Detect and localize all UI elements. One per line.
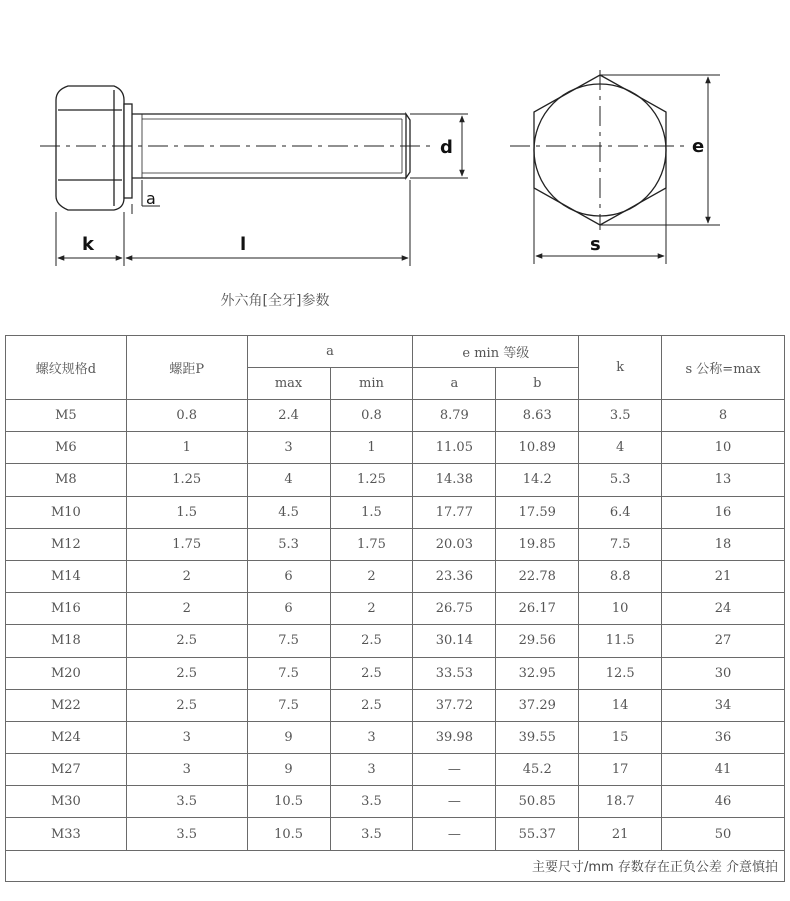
table-cell: — bbox=[413, 754, 496, 786]
table-cell: M33 bbox=[6, 818, 127, 850]
table-cell: 34 bbox=[662, 689, 785, 721]
table-cell: M8 bbox=[6, 464, 127, 496]
bolt-side-view bbox=[56, 86, 410, 210]
table-cell: 4 bbox=[247, 464, 330, 496]
header-a-group: a bbox=[247, 336, 413, 368]
table-cell: 3.5 bbox=[126, 786, 247, 818]
table-row bbox=[6, 818, 785, 850]
table-cell: M27 bbox=[6, 754, 127, 786]
table-cell: 30 bbox=[662, 657, 785, 689]
table-cell: 1.5 bbox=[330, 496, 413, 528]
table-cell: 2 bbox=[126, 560, 247, 592]
table-cell: M20 bbox=[6, 657, 127, 689]
table-cell: M14 bbox=[6, 560, 127, 592]
dimension-label-a: a bbox=[146, 189, 156, 208]
table-cell: 21 bbox=[579, 818, 662, 850]
table-cell: 39.98 bbox=[413, 721, 496, 753]
table-row bbox=[6, 721, 785, 753]
table-row bbox=[6, 754, 785, 786]
table-cell: M30 bbox=[6, 786, 127, 818]
table-cell: — bbox=[413, 786, 496, 818]
table-cell: 1.75 bbox=[330, 528, 413, 560]
table-cell: 14.2 bbox=[496, 464, 579, 496]
table-cell: 4 bbox=[579, 432, 662, 464]
table-cell: 14.38 bbox=[413, 464, 496, 496]
header-s: s 公称=max bbox=[662, 336, 785, 400]
table-cell: 8.8 bbox=[579, 560, 662, 592]
table-cell: 17.59 bbox=[496, 496, 579, 528]
table-row bbox=[6, 657, 785, 689]
table-cell: 8 bbox=[662, 400, 785, 432]
table-cell: M5 bbox=[6, 400, 127, 432]
table-row bbox=[6, 689, 785, 721]
table-cell: 14 bbox=[579, 689, 662, 721]
table-cell: 10 bbox=[662, 432, 785, 464]
table-cell: M16 bbox=[6, 593, 127, 625]
table-cell: 50 bbox=[662, 818, 785, 850]
header-k: k bbox=[579, 336, 662, 400]
table-cell: 3 bbox=[247, 432, 330, 464]
table-row bbox=[6, 528, 785, 560]
table-cell: 5.3 bbox=[247, 528, 330, 560]
table-cell: 41 bbox=[662, 754, 785, 786]
table-cell: 2 bbox=[330, 593, 413, 625]
table-row bbox=[6, 400, 785, 432]
table-cell: 39.55 bbox=[496, 721, 579, 753]
table-cell: 36 bbox=[662, 721, 785, 753]
table-cell: 2 bbox=[330, 560, 413, 592]
table-cell: 21 bbox=[662, 560, 785, 592]
bolt-technical-drawing bbox=[0, 0, 790, 300]
table-cell: M22 bbox=[6, 689, 127, 721]
table-row bbox=[6, 593, 785, 625]
table-cell: 8.63 bbox=[496, 400, 579, 432]
table-cell: 3.5 bbox=[330, 786, 413, 818]
table-cell: 29.56 bbox=[496, 625, 579, 657]
table-cell: 9 bbox=[247, 754, 330, 786]
table-cell: 23.36 bbox=[413, 560, 496, 592]
table-cell: 17 bbox=[579, 754, 662, 786]
table-row bbox=[6, 432, 785, 464]
table-row bbox=[6, 464, 785, 496]
table-cell: 32.95 bbox=[496, 657, 579, 689]
table-cell: 4.5 bbox=[247, 496, 330, 528]
table-cell: 3.5 bbox=[126, 818, 247, 850]
table-body bbox=[6, 400, 785, 851]
table-cell: 6 bbox=[247, 560, 330, 592]
dimension-label-l: l bbox=[240, 234, 247, 255]
table-cell: 3.5 bbox=[330, 818, 413, 850]
table-cell: 5.3 bbox=[579, 464, 662, 496]
table-cell: 15 bbox=[579, 721, 662, 753]
bolt-spec-table bbox=[5, 335, 785, 882]
table-cell: 6 bbox=[247, 593, 330, 625]
table-cell: 2.5 bbox=[330, 625, 413, 657]
dimension-label-s: s bbox=[590, 234, 601, 255]
table-cell: 0.8 bbox=[330, 400, 413, 432]
table-cell: 3.5 bbox=[579, 400, 662, 432]
table-cell: 3 bbox=[126, 721, 247, 753]
table-cell: 2.5 bbox=[126, 689, 247, 721]
header-e-a: a bbox=[413, 368, 496, 400]
table-cell: 0.8 bbox=[126, 400, 247, 432]
table-cell: 10 bbox=[579, 593, 662, 625]
table-cell: 26.75 bbox=[413, 593, 496, 625]
table-cell: 11.5 bbox=[579, 625, 662, 657]
table-cell: 55.37 bbox=[496, 818, 579, 850]
table-cell: 45.2 bbox=[496, 754, 579, 786]
table-cell: 27 bbox=[662, 625, 785, 657]
table-cell: M6 bbox=[6, 432, 127, 464]
table-cell: 1.25 bbox=[330, 464, 413, 496]
header-e-group: e min 等级 bbox=[413, 336, 579, 368]
table-footnote: 主要尺寸/mm 存数存在正负公差 介意慎拍 bbox=[6, 850, 785, 881]
table-cell: 50.85 bbox=[496, 786, 579, 818]
table-cell: 7.5 bbox=[247, 625, 330, 657]
table-cell: M24 bbox=[6, 721, 127, 753]
header-a-min: min bbox=[330, 368, 413, 400]
table-cell: 2.5 bbox=[330, 657, 413, 689]
table-cell: 17.77 bbox=[413, 496, 496, 528]
table-cell: 10.5 bbox=[247, 818, 330, 850]
table-cell: 1 bbox=[330, 432, 413, 464]
table-cell: 2.5 bbox=[330, 689, 413, 721]
table-cell: 3 bbox=[330, 721, 413, 753]
table-cell: 3 bbox=[330, 754, 413, 786]
table-cell: 3 bbox=[126, 754, 247, 786]
table-cell: M12 bbox=[6, 528, 127, 560]
table-cell: 8.79 bbox=[413, 400, 496, 432]
header-thread-spec: 螺纹规格d bbox=[6, 336, 127, 400]
table-row bbox=[6, 625, 785, 657]
table-cell: 18.7 bbox=[579, 786, 662, 818]
table-cell: 13 bbox=[662, 464, 785, 496]
table-cell: 18 bbox=[662, 528, 785, 560]
table-cell: 2.5 bbox=[126, 625, 247, 657]
table-cell: 9 bbox=[247, 721, 330, 753]
table-cell: 10.5 bbox=[247, 786, 330, 818]
dimension-label-d: d bbox=[440, 137, 453, 158]
table-cell: 7.5 bbox=[247, 657, 330, 689]
table-cell: 12.5 bbox=[579, 657, 662, 689]
table-cell: 1.25 bbox=[126, 464, 247, 496]
table-cell: M18 bbox=[6, 625, 127, 657]
table-cell: 1 bbox=[126, 432, 247, 464]
table-cell: 1.75 bbox=[126, 528, 247, 560]
table-cell: 26.17 bbox=[496, 593, 579, 625]
table-cell: M10 bbox=[6, 496, 127, 528]
table-cell: 7.5 bbox=[247, 689, 330, 721]
table-cell: 20.03 bbox=[413, 528, 496, 560]
table-cell: 24 bbox=[662, 593, 785, 625]
header-a-max: max bbox=[247, 368, 330, 400]
table-cell: 10.89 bbox=[496, 432, 579, 464]
table-cell: 30.14 bbox=[413, 625, 496, 657]
table-row bbox=[6, 496, 785, 528]
diagram-caption: 外六角[全牙]参数 bbox=[220, 293, 330, 309]
table-cell: 2.5 bbox=[126, 657, 247, 689]
table-row bbox=[6, 786, 785, 818]
table-cell: 22.78 bbox=[496, 560, 579, 592]
dimension-label-e: e bbox=[692, 136, 705, 157]
table-cell: 33.53 bbox=[413, 657, 496, 689]
table-cell: 11.05 bbox=[413, 432, 496, 464]
table-cell: 19.85 bbox=[496, 528, 579, 560]
table-cell: 2.4 bbox=[247, 400, 330, 432]
table-cell: 2 bbox=[126, 593, 247, 625]
table-cell: 46 bbox=[662, 786, 785, 818]
table-cell: 37.72 bbox=[413, 689, 496, 721]
header-e-b: b bbox=[496, 368, 579, 400]
dimension-label-k: k bbox=[82, 234, 94, 255]
table-cell: — bbox=[413, 818, 496, 850]
table-cell: 7.5 bbox=[579, 528, 662, 560]
header-pitch: 螺距P bbox=[126, 336, 247, 400]
table-cell: 1.5 bbox=[126, 496, 247, 528]
table-row bbox=[6, 560, 785, 592]
table-cell: 6.4 bbox=[579, 496, 662, 528]
table-cell: 16 bbox=[662, 496, 785, 528]
table-cell: 37.29 bbox=[496, 689, 579, 721]
